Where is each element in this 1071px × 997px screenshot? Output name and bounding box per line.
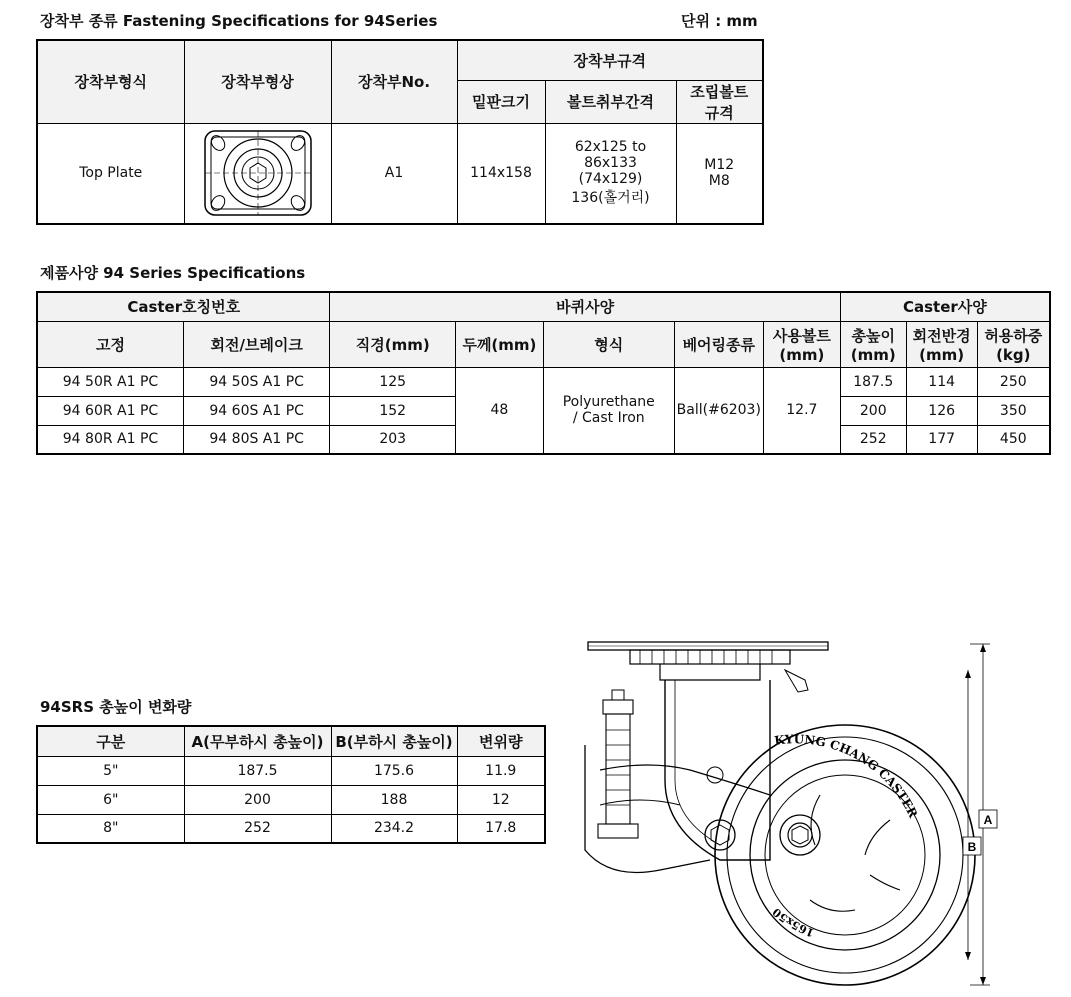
header-plate-size: 밑판크기 — [457, 80, 545, 123]
header-bolt: 사용볼트 (mm) — [763, 321, 840, 367]
header-a: A(무부하시 총높이) — [184, 726, 331, 756]
header-radius: 회전반경 (mm) — [906, 321, 977, 367]
table-row: 8" 252 234.2 17.8 — [37, 814, 545, 843]
header-type: 형식 — [543, 321, 674, 367]
table-row: 94 50R A1 PC 94 50S A1 PC 125 48 Polyurethane / Cast Iron Ball(#6203) 12.7 187.5 114 250 — [37, 367, 1050, 396]
unit-label: 단위 : mm — [681, 12, 758, 30]
header-delta: 변위량 — [457, 726, 545, 756]
dimension-a-label: A — [983, 813, 993, 827]
cell-bolt-spacing: 62x125 to 86x133 (74x129) 136(홀거리) — [545, 123, 676, 224]
height-change-table — [36, 725, 546, 844]
group-wheel: 바퀴사양 — [330, 292, 840, 321]
header-fastening-shape: 장착부형상 — [184, 40, 331, 123]
spec-table — [36, 291, 1051, 455]
cell-fastening-no: A1 — [331, 123, 457, 224]
top-plate-drawing — [184, 123, 331, 224]
dimension-b-label: B — [967, 840, 977, 854]
table-row: 94 80R A1 PC 94 80S A1 PC 203 252 177 450 — [37, 425, 1050, 454]
header-b: B(부하시 총높이) — [331, 726, 457, 756]
header-fastening-type: 장착부형식 — [37, 40, 184, 123]
cell-bearing: Ball(#6203) — [674, 367, 763, 454]
cell-bolt: 12.7 — [763, 367, 840, 454]
cell-plate-size: 114x158 — [457, 123, 545, 224]
header-bearing: 베어링종류 — [674, 321, 763, 367]
cell-width: 48 — [456, 367, 544, 454]
top-plate-icon — [193, 126, 323, 220]
height-change-title: 94SRS 총높이 변화량 — [40, 698, 192, 716]
group-caster-code: Caster호칭번호 — [37, 292, 330, 321]
header-bolt-spacing: 볼트취부간격 — [545, 80, 676, 123]
table-row: 6" 200 188 12 — [37, 785, 545, 814]
cell-type: Polyurethane / Cast Iron — [543, 367, 674, 454]
header-category: 구분 — [37, 726, 184, 756]
header-diameter: 직경(mm) — [330, 321, 456, 367]
group-caster: Caster사양 — [840, 292, 1050, 321]
table-row: 94 60R A1 PC 94 60S A1 PC 152 200 126 350 — [37, 396, 1050, 425]
tire-size-text: 165x50 — [770, 905, 817, 940]
header-fastening-no: 장착부No. — [331, 40, 457, 123]
cell-bolt-spec: M12 M8 — [676, 123, 763, 224]
spec-title: 제품사양 94 Series Specifications — [40, 264, 306, 282]
header-swivel: 회전/브레이크 — [183, 321, 329, 367]
header-fixed: 고정 — [37, 321, 183, 367]
table-row: 5" 187.5 175.6 11.9 — [37, 756, 545, 785]
caster-drawing — [570, 630, 1010, 990]
header-height: 총높이 (mm) — [840, 321, 906, 367]
header-load: 허용하중 (kg) — [977, 321, 1050, 367]
header-width: 두께(mm) — [456, 321, 544, 367]
fastening-title: 장착부 종류 Fastening Specifications for 94Series — [40, 12, 438, 30]
header-bolt-spec: 조립볼트 규격 — [676, 80, 763, 123]
brand-text: KYUNG CHANG CASTER — [773, 732, 921, 820]
cell-fastening-type: Top Plate — [37, 123, 184, 224]
header-fastening-spec: 장착부규격 — [457, 40, 763, 80]
fastening-table — [36, 39, 764, 225]
